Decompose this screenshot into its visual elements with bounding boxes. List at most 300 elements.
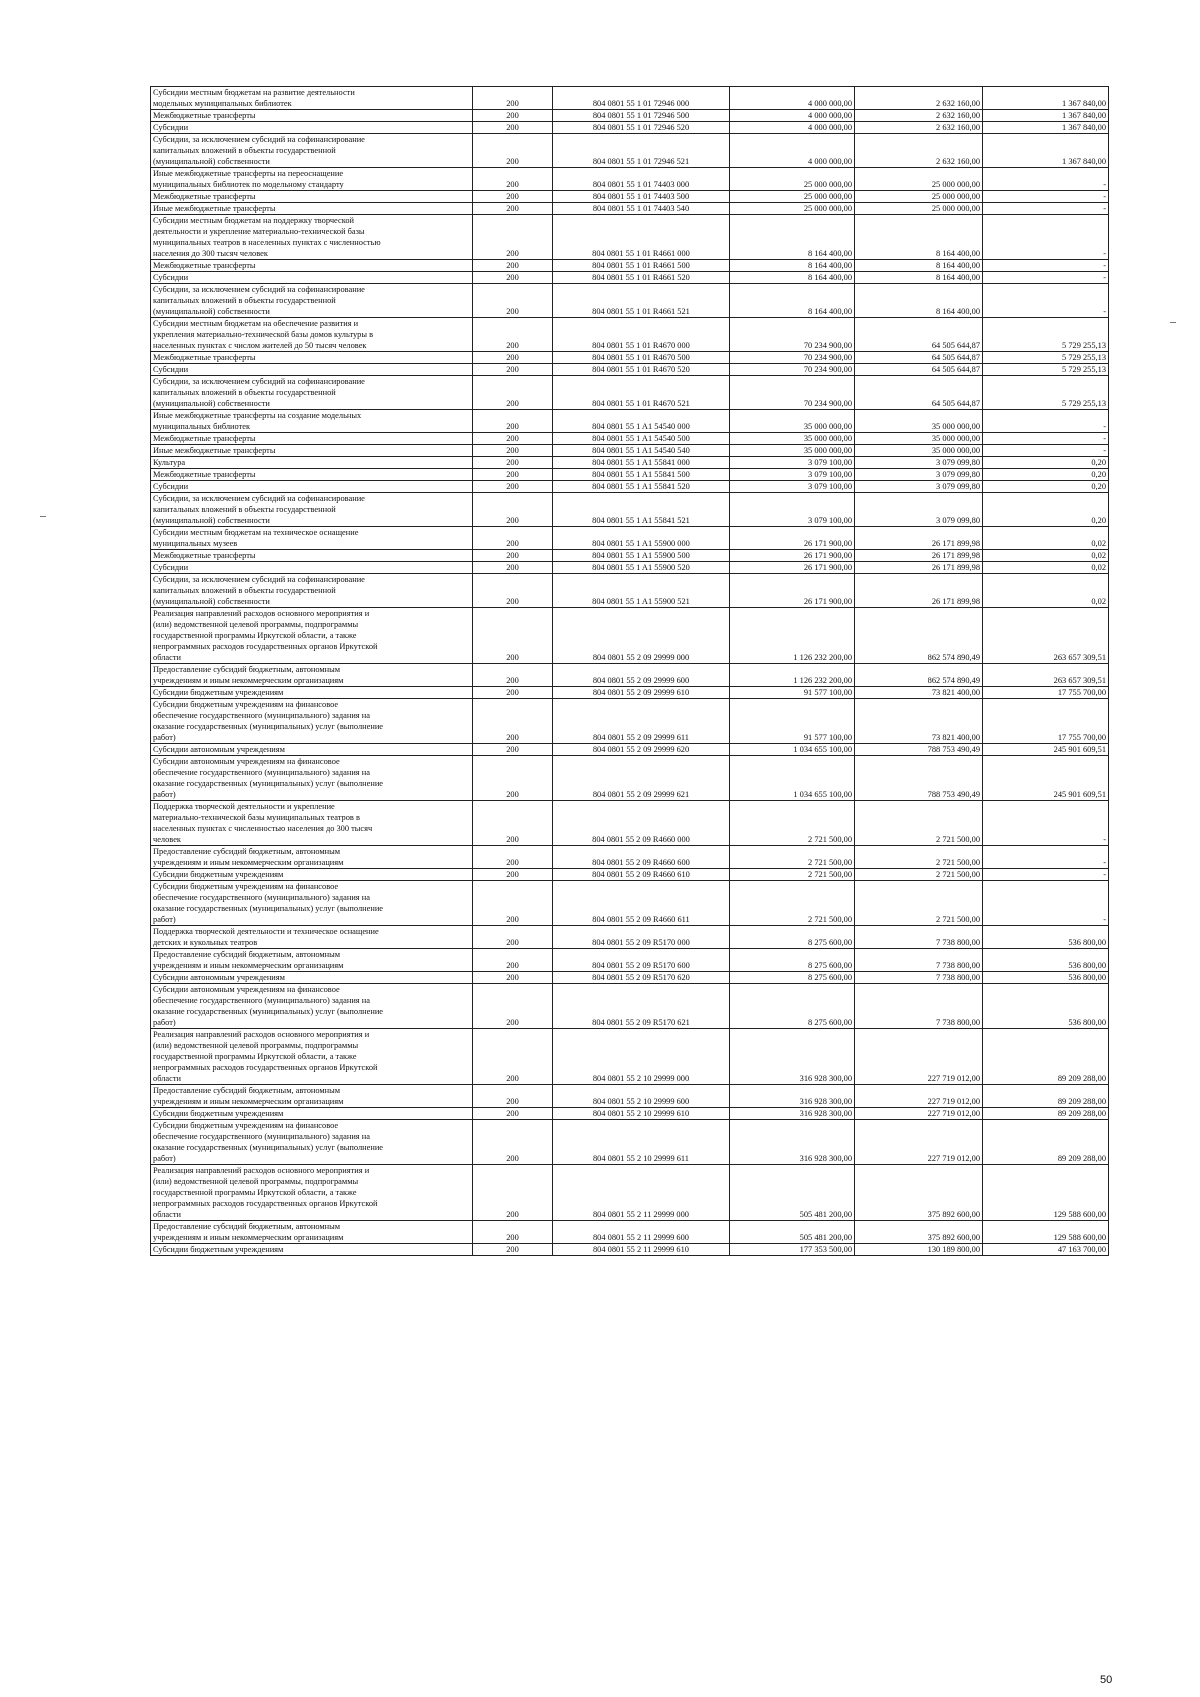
table-row	[151, 550, 1109, 562]
row-remainder-cell: 1 367 840,00	[983, 87, 1109, 110]
row-remainder-cell: -	[983, 168, 1109, 191]
table-row	[151, 1221, 1109, 1244]
row-name-cell: Предоставление субсидий бюджетным, автономным учреждениям и иным некоммерческим организациям	[151, 949, 473, 972]
row-kbk-cell: 804 0801 55 2 11 29999 000	[553, 1165, 730, 1221]
row-kbk-cell: 804 0801 55 1 01 R4670 000	[553, 318, 730, 352]
table-row	[151, 527, 1109, 550]
table-row	[151, 364, 1109, 376]
row-plan-cell: 3 079 100,00	[730, 457, 855, 469]
row-remainder-cell: 89 209 288,00	[983, 1120, 1109, 1165]
row-name-cell: Субсидии	[151, 364, 473, 376]
row-code-cell: 200	[473, 846, 553, 869]
row-code-cell: 200	[473, 122, 553, 134]
row-executed-cell: 2 721 500,00	[855, 846, 983, 869]
table-row	[151, 699, 1109, 744]
row-remainder-cell: -	[983, 203, 1109, 215]
row-plan-cell: 3 079 100,00	[730, 493, 855, 527]
row-plan-cell: 505 481 200,00	[730, 1221, 855, 1244]
row-remainder-cell: 89 209 288,00	[983, 1108, 1109, 1120]
row-kbk-cell: 804 0801 55 1 A1 54540 500	[553, 433, 730, 445]
table-row	[151, 756, 1109, 801]
row-code-cell: 200	[473, 1221, 553, 1244]
row-kbk-cell: 804 0801 55 1 A1 55841 000	[553, 457, 730, 469]
budget-execution-table	[150, 86, 1109, 1256]
row-code-cell: 200	[473, 493, 553, 527]
row-plan-cell: 316 928 300,00	[730, 1085, 855, 1108]
row-name-cell: Субсидии местным бюджетам на развитие деятельности модельных муниципальных библиотек	[151, 87, 473, 110]
row-executed-cell: 788 753 490,49	[855, 756, 983, 801]
row-plan-cell: 316 928 300,00	[730, 1029, 855, 1085]
table-row	[151, 1085, 1109, 1108]
row-executed-cell: 3 079 099,80	[855, 457, 983, 469]
row-executed-cell: 2 632 160,00	[855, 110, 983, 122]
table-row	[151, 352, 1109, 364]
row-plan-cell: 4 000 000,00	[730, 87, 855, 110]
row-executed-cell: 26 171 899,98	[855, 574, 983, 608]
row-kbk-cell: 804 0801 55 1 01 R4661 520	[553, 272, 730, 284]
table-row	[151, 110, 1109, 122]
row-name-cell: Субсидии местным бюджетам на техническое оснащение муниципальных музеев	[151, 527, 473, 550]
row-remainder-cell: -	[983, 272, 1109, 284]
row-remainder-cell: 0,02	[983, 550, 1109, 562]
row-code-cell: 200	[473, 215, 553, 260]
row-name-cell: Реализация направлений расходов основного мероприятия и (или) ведомственной целевой программы, подпрограммы государственной программы Иркутской области, а также непрограммных расходов государственных органов Иркутской области	[151, 1165, 473, 1221]
row-name-cell: Поддержка творческой деятельности и техническое оснащение детских и кукольных театров	[151, 926, 473, 949]
row-executed-cell: 7 738 800,00	[855, 949, 983, 972]
row-name-cell: Межбюджетные трансферты	[151, 469, 473, 481]
row-remainder-cell: 5 729 255,13	[983, 352, 1109, 364]
row-kbk-cell: 804 0801 55 1 A1 55841 521	[553, 493, 730, 527]
row-remainder-cell: -	[983, 445, 1109, 457]
row-executed-cell: 788 753 490,49	[855, 744, 983, 756]
row-executed-cell: 35 000 000,00	[855, 445, 983, 457]
row-kbk-cell: 804 0801 55 2 10 29999 000	[553, 1029, 730, 1085]
row-remainder-cell: 5 729 255,13	[983, 364, 1109, 376]
row-plan-cell: 8 164 400,00	[730, 272, 855, 284]
row-kbk-cell: 804 0801 55 1 A1 55841 520	[553, 481, 730, 493]
row-name-cell: Иные межбюджетные трансферты	[151, 203, 473, 215]
row-code-cell: 200	[473, 687, 553, 699]
row-code-cell: 200	[473, 352, 553, 364]
row-name-cell: Иные межбюджетные трансферты на создание модельных муниципальных библиотек	[151, 410, 473, 433]
row-remainder-cell: 5 729 255,13	[983, 318, 1109, 352]
row-code-cell: 200	[473, 168, 553, 191]
row-remainder-cell: 245 901 609,51	[983, 756, 1109, 801]
table-row	[151, 445, 1109, 457]
row-code-cell: 200	[473, 203, 553, 215]
row-kbk-cell: 804 0801 55 1 A1 55900 520	[553, 562, 730, 574]
row-remainder-cell: 129 588 600,00	[983, 1165, 1109, 1221]
row-plan-cell: 2 721 500,00	[730, 869, 855, 881]
row-code-cell: 200	[473, 191, 553, 203]
row-code-cell: 200	[473, 284, 553, 318]
row-code-cell: 200	[473, 410, 553, 433]
row-name-cell: Иные межбюджетные трансферты на переоснащение муниципальных библиотек по модельному стандарту	[151, 168, 473, 191]
row-remainder-cell: -	[983, 801, 1109, 846]
row-plan-cell: 70 234 900,00	[730, 318, 855, 352]
row-remainder-cell: -	[983, 191, 1109, 203]
row-code-cell: 200	[473, 1120, 553, 1165]
row-executed-cell: 227 719 012,00	[855, 1108, 983, 1120]
row-name-cell: Субсидии автономным учреждениям на финансовое обеспечение государственного (муниципального) задания на оказание государственных (муниципальных) услуг (выполнение работ)	[151, 756, 473, 801]
row-code-cell: 200	[473, 433, 553, 445]
row-executed-cell: 130 189 800,00	[855, 1244, 983, 1256]
row-executed-cell: 26 171 899,98	[855, 562, 983, 574]
row-code-cell: 200	[473, 457, 553, 469]
row-name-cell: Субсидии, за исключением субсидий на софинансирование капитальных вложений в объекты государственной (муниципальной) собственности	[151, 376, 473, 410]
row-executed-cell: 73 821 400,00	[855, 687, 983, 699]
table-row	[151, 664, 1109, 687]
table-row	[151, 1029, 1109, 1085]
row-plan-cell: 2 721 500,00	[730, 881, 855, 926]
row-code-cell: 200	[473, 984, 553, 1029]
row-code-cell: 200	[473, 364, 553, 376]
row-code-cell: 200	[473, 608, 553, 664]
row-executed-cell: 2 632 160,00	[855, 87, 983, 110]
row-name-cell: Субсидии местным бюджетам на обеспечение развития и укрепления материально-технической базы домов культуры в населенных пунктах с числом жителей до 50 тысяч человек	[151, 318, 473, 352]
row-executed-cell: 8 164 400,00	[855, 272, 983, 284]
row-remainder-cell: 245 901 609,51	[983, 744, 1109, 756]
row-remainder-cell: 0,20	[983, 469, 1109, 481]
row-remainder-cell: 1 367 840,00	[983, 134, 1109, 168]
row-kbk-cell: 804 0801 55 1 01 74403 540	[553, 203, 730, 215]
row-plan-cell: 70 234 900,00	[730, 364, 855, 376]
row-code-cell: 200	[473, 110, 553, 122]
row-plan-cell: 505 481 200,00	[730, 1165, 855, 1221]
row-code-cell: 200	[473, 664, 553, 687]
row-executed-cell: 8 164 400,00	[855, 284, 983, 318]
row-code-cell: 200	[473, 527, 553, 550]
row-executed-cell: 8 164 400,00	[855, 260, 983, 272]
table-row	[151, 493, 1109, 527]
row-remainder-cell: 17 755 700,00	[983, 687, 1109, 699]
row-remainder-cell: -	[983, 881, 1109, 926]
table-row	[151, 801, 1109, 846]
row-code-cell: 200	[473, 318, 553, 352]
row-code-cell: 200	[473, 550, 553, 562]
row-executed-cell: 35 000 000,00	[855, 410, 983, 433]
row-kbk-cell: 804 0801 55 1 01 R4670 500	[553, 352, 730, 364]
row-kbk-cell: 804 0801 55 1 01 R4661 500	[553, 260, 730, 272]
row-code-cell: 200	[473, 376, 553, 410]
row-name-cell: Иные межбюджетные трансферты	[151, 445, 473, 457]
row-name-cell: Субсидии бюджетным учреждениям	[151, 1244, 473, 1256]
row-executed-cell: 8 164 400,00	[855, 215, 983, 260]
row-plan-cell: 8 164 400,00	[730, 260, 855, 272]
row-remainder-cell: 129 588 600,00	[983, 1221, 1109, 1244]
row-plan-cell: 91 577 100,00	[730, 699, 855, 744]
row-name-cell: Субсидии, за исключением субсидий на софинансирование капитальных вложений в объекты государственной (муниципальной) собственности	[151, 493, 473, 527]
table-row	[151, 87, 1109, 110]
row-executed-cell: 2 721 500,00	[855, 869, 983, 881]
row-executed-cell: 2 632 160,00	[855, 122, 983, 134]
row-code-cell: 200	[473, 699, 553, 744]
table-row	[151, 433, 1109, 445]
table-row	[151, 869, 1109, 881]
row-remainder-cell: 0,20	[983, 481, 1109, 493]
row-plan-cell: 70 234 900,00	[730, 376, 855, 410]
table-row	[151, 272, 1109, 284]
row-kbk-cell: 804 0801 55 2 09 R4660 611	[553, 881, 730, 926]
row-code-cell: 200	[473, 1108, 553, 1120]
row-kbk-cell: 804 0801 55 2 09 R5170 621	[553, 984, 730, 1029]
row-remainder-cell: 536 800,00	[983, 949, 1109, 972]
row-name-cell: Субсидии, за исключением субсидий на софинансирование капитальных вложений в объекты государственной (муниципальной) собственности	[151, 284, 473, 318]
table-row	[151, 457, 1109, 469]
row-plan-cell: 2 721 500,00	[730, 801, 855, 846]
row-code-cell: 200	[473, 756, 553, 801]
row-remainder-cell: 1 367 840,00	[983, 110, 1109, 122]
table-body	[151, 87, 1109, 1256]
row-plan-cell: 1 034 655 100,00	[730, 744, 855, 756]
row-name-cell: Субсидии бюджетным учреждениям	[151, 687, 473, 699]
row-remainder-cell: 47 163 700,00	[983, 1244, 1109, 1256]
table-row	[151, 318, 1109, 352]
row-kbk-cell: 804 0801 55 1 01 R4661 521	[553, 284, 730, 318]
row-executed-cell: 862 574 890,49	[855, 608, 983, 664]
table-row	[151, 134, 1109, 168]
row-kbk-cell: 804 0801 55 1 01 R4670 521	[553, 376, 730, 410]
row-kbk-cell: 804 0801 55 1 01 72946 520	[553, 122, 730, 134]
row-name-cell: Субсидии бюджетным учреждениям на финансовое обеспечение государственного (муниципального) задания на оказание государственных (муниципальных) услуг (выполнение работ)	[151, 699, 473, 744]
row-executed-cell: 862 574 890,49	[855, 664, 983, 687]
row-name-cell: Субсидии бюджетным учреждениям на финансовое обеспечение государственного (муниципального) задания на оказание государственных (муниципальных) услуг (выполнение работ)	[151, 1120, 473, 1165]
row-name-cell: Межбюджетные трансферты	[151, 191, 473, 203]
table-row	[151, 122, 1109, 134]
row-name-cell: Межбюджетные трансферты	[151, 352, 473, 364]
table-row	[151, 469, 1109, 481]
row-plan-cell: 26 171 900,00	[730, 550, 855, 562]
row-executed-cell: 2 721 500,00	[855, 801, 983, 846]
row-code-cell: 200	[473, 869, 553, 881]
row-kbk-cell: 804 0801 55 1 01 R4670 520	[553, 364, 730, 376]
row-code-cell: 200	[473, 134, 553, 168]
row-remainder-cell: -	[983, 846, 1109, 869]
row-code-cell: 200	[473, 1029, 553, 1085]
table-row	[151, 481, 1109, 493]
row-kbk-cell: 804 0801 55 2 09 R4660 000	[553, 801, 730, 846]
row-remainder-cell: 1 367 840,00	[983, 122, 1109, 134]
row-remainder-cell: -	[983, 284, 1109, 318]
row-plan-cell: 26 171 900,00	[730, 574, 855, 608]
row-name-cell: Субсидии	[151, 562, 473, 574]
row-plan-cell: 91 577 100,00	[730, 687, 855, 699]
row-code-cell: 200	[473, 881, 553, 926]
row-remainder-cell: -	[983, 410, 1109, 433]
row-plan-cell: 8 164 400,00	[730, 284, 855, 318]
row-executed-cell: 3 079 099,80	[855, 469, 983, 481]
row-name-cell: Субсидии бюджетным учреждениям на финансовое обеспечение государственного (муниципального) задания на оказание государственных (муниципальных) услуг (выполнение работ)	[151, 881, 473, 926]
row-code-cell: 200	[473, 801, 553, 846]
row-kbk-cell: 804 0801 55 2 10 29999 600	[553, 1085, 730, 1108]
row-executed-cell: 26 171 899,98	[855, 527, 983, 550]
table-row	[151, 972, 1109, 984]
row-remainder-cell: 0,02	[983, 527, 1109, 550]
row-kbk-cell: 804 0801 55 1 A1 55900 000	[553, 527, 730, 550]
row-remainder-cell: -	[983, 215, 1109, 260]
row-name-cell: Субсидии местным бюджетам на поддержку творческой деятельности и укрепление материально-технической базы муниципальных театров в населенных пунктах с численностью населения до 300 тысяч человек	[151, 215, 473, 260]
row-code-cell: 200	[473, 481, 553, 493]
row-name-cell: Субсидии, за исключением субсидий на софинансирование капитальных вложений в объекты государственной (муниципальной) собственности	[151, 574, 473, 608]
row-executed-cell: 2 632 160,00	[855, 134, 983, 168]
table-row	[151, 881, 1109, 926]
row-remainder-cell: 263 657 309,51	[983, 664, 1109, 687]
row-kbk-cell: 804 0801 55 1 01 R4661 000	[553, 215, 730, 260]
row-plan-cell: 8 275 600,00	[730, 984, 855, 1029]
row-executed-cell: 73 821 400,00	[855, 699, 983, 744]
row-code-cell: 200	[473, 562, 553, 574]
table-row	[151, 410, 1109, 433]
table-row	[151, 949, 1109, 972]
row-remainder-cell: 0,20	[983, 457, 1109, 469]
row-kbk-cell: 804 0801 55 2 09 29999 600	[553, 664, 730, 687]
row-plan-cell: 26 171 900,00	[730, 527, 855, 550]
row-name-cell: Межбюджетные трансферты	[151, 550, 473, 562]
row-kbk-cell: 804 0801 55 1 A1 55900 521	[553, 574, 730, 608]
row-executed-cell: 64 505 644,87	[855, 376, 983, 410]
row-plan-cell: 177 353 500,00	[730, 1244, 855, 1256]
row-kbk-cell: 804 0801 55 2 11 29999 610	[553, 1244, 730, 1256]
row-plan-cell: 1 126 232 200,00	[730, 608, 855, 664]
row-code-cell: 200	[473, 87, 553, 110]
row-name-cell: Субсидии автономным учреждениям на финансовое обеспечение государственного (муниципального) задания на оказание государственных (муниципальных) услуг (выполнение работ)	[151, 984, 473, 1029]
row-name-cell: Межбюджетные трансферты	[151, 433, 473, 445]
row-plan-cell: 25 000 000,00	[730, 168, 855, 191]
row-executed-cell: 227 719 012,00	[855, 1029, 983, 1085]
row-executed-cell: 3 079 099,80	[855, 493, 983, 527]
row-executed-cell: 25 000 000,00	[855, 168, 983, 191]
row-remainder-cell: 17 755 700,00	[983, 699, 1109, 744]
row-kbk-cell: 804 0801 55 1 A1 54540 540	[553, 445, 730, 457]
row-code-cell: 200	[473, 949, 553, 972]
row-executed-cell: 64 505 644,87	[855, 318, 983, 352]
row-plan-cell: 25 000 000,00	[730, 203, 855, 215]
table-row	[151, 744, 1109, 756]
row-remainder-cell: 536 800,00	[983, 984, 1109, 1029]
table-row	[151, 608, 1109, 664]
row-kbk-cell: 804 0801 55 2 10 29999 610	[553, 1108, 730, 1120]
row-executed-cell: 375 892 600,00	[855, 1165, 983, 1221]
row-plan-cell: 2 721 500,00	[730, 846, 855, 869]
row-name-cell: Субсидии	[151, 481, 473, 493]
row-executed-cell: 25 000 000,00	[855, 203, 983, 215]
row-executed-cell: 25 000 000,00	[855, 191, 983, 203]
table-row	[151, 926, 1109, 949]
table-row	[151, 376, 1109, 410]
row-remainder-cell: -	[983, 260, 1109, 272]
table-row	[151, 284, 1109, 318]
row-plan-cell: 4 000 000,00	[730, 134, 855, 168]
row-code-cell: 200	[473, 1165, 553, 1221]
row-plan-cell: 4 000 000,00	[730, 122, 855, 134]
row-code-cell: 200	[473, 260, 553, 272]
row-plan-cell: 70 234 900,00	[730, 352, 855, 364]
row-plan-cell: 35 000 000,00	[730, 445, 855, 457]
row-executed-cell: 7 738 800,00	[855, 972, 983, 984]
row-executed-cell: 7 738 800,00	[855, 926, 983, 949]
row-plan-cell: 25 000 000,00	[730, 191, 855, 203]
row-name-cell: Культура	[151, 457, 473, 469]
row-plan-cell: 35 000 000,00	[730, 410, 855, 433]
page-number: 50	[1100, 1674, 1113, 1686]
row-plan-cell: 8 164 400,00	[730, 215, 855, 260]
row-executed-cell: 7 738 800,00	[855, 984, 983, 1029]
table-row	[151, 1108, 1109, 1120]
table-row	[151, 562, 1109, 574]
row-code-cell: 200	[473, 1085, 553, 1108]
row-name-cell: Субсидии бюджетным учреждениям	[151, 869, 473, 881]
row-name-cell: Предоставление субсидий бюджетным, автономным учреждениям и иным некоммерческим организациям	[151, 1221, 473, 1244]
row-name-cell: Реализация направлений расходов основного мероприятия и (или) ведомственной целевой программы, подпрограммы государственной программы Иркутской области, а также непрограммных расходов государственных органов Иркутской области	[151, 1029, 473, 1085]
row-name-cell: Межбюджетные трансферты	[151, 110, 473, 122]
row-executed-cell: 64 505 644,87	[855, 364, 983, 376]
row-name-cell: Поддержка творческой деятельности и укрепление материально-технической базы муниципальных театров в населенных пунктах с численностью населения до 300 тысяч человек	[151, 801, 473, 846]
row-executed-cell: 2 721 500,00	[855, 881, 983, 926]
row-kbk-cell: 804 0801 55 2 09 29999 611	[553, 699, 730, 744]
row-kbk-cell: 804 0801 55 1 01 72946 521	[553, 134, 730, 168]
row-kbk-cell: 804 0801 55 1 A1 54540 000	[553, 410, 730, 433]
row-name-cell: Предоставление субсидий бюджетным, автономным учреждениям и иным некоммерческим организациям	[151, 1085, 473, 1108]
row-executed-cell: 26 171 899,98	[855, 550, 983, 562]
row-code-cell: 200	[473, 469, 553, 481]
budget-table-sheet	[150, 86, 1108, 1256]
row-code-cell: 200	[473, 445, 553, 457]
row-remainder-cell: 89 209 288,00	[983, 1085, 1109, 1108]
row-kbk-cell: 804 0801 55 2 09 R5170 620	[553, 972, 730, 984]
row-remainder-cell: -	[983, 869, 1109, 881]
row-remainder-cell: -	[983, 433, 1109, 445]
row-name-cell: Реализация направлений расходов основного мероприятия и (или) ведомственной целевой программы, подпрограммы государственной программы Иркутской области, а также непрограммных расходов государственных органов Иркутской области	[151, 608, 473, 664]
row-kbk-cell: 804 0801 55 2 09 29999 620	[553, 744, 730, 756]
row-code-cell: 200	[473, 1244, 553, 1256]
row-remainder-cell: 89 209 288,00	[983, 1029, 1109, 1085]
row-plan-cell: 35 000 000,00	[730, 433, 855, 445]
row-name-cell: Субсидии	[151, 122, 473, 134]
row-name-cell: Предоставление субсидий бюджетным, автономным учреждениям и иным некоммерческим организациям	[151, 846, 473, 869]
row-plan-cell: 8 275 600,00	[730, 949, 855, 972]
table-row	[151, 203, 1109, 215]
scan-mark	[1170, 322, 1176, 323]
table-row	[151, 1120, 1109, 1165]
row-code-cell: 200	[473, 926, 553, 949]
table-row	[151, 168, 1109, 191]
row-kbk-cell: 804 0801 55 2 09 R4660 600	[553, 846, 730, 869]
row-kbk-cell: 804 0801 55 1 A1 55841 500	[553, 469, 730, 481]
row-kbk-cell: 804 0801 55 2 10 29999 611	[553, 1120, 730, 1165]
row-executed-cell: 375 892 600,00	[855, 1221, 983, 1244]
row-name-cell: Субсидии бюджетным учреждениям	[151, 1108, 473, 1120]
row-kbk-cell: 804 0801 55 2 11 29999 600	[553, 1221, 730, 1244]
row-name-cell: Межбюджетные трансферты	[151, 260, 473, 272]
row-executed-cell: 227 719 012,00	[855, 1085, 983, 1108]
row-plan-cell: 3 079 100,00	[730, 469, 855, 481]
row-remainder-cell: 536 800,00	[983, 926, 1109, 949]
row-kbk-cell: 804 0801 55 2 09 29999 000	[553, 608, 730, 664]
scan-mark	[40, 516, 46, 517]
row-plan-cell: 26 171 900,00	[730, 562, 855, 574]
row-kbk-cell: 804 0801 55 2 09 R5170 000	[553, 926, 730, 949]
row-name-cell: Субсидии	[151, 272, 473, 284]
row-kbk-cell: 804 0801 55 1 01 74403 500	[553, 191, 730, 203]
row-plan-cell: 1 034 655 100,00	[730, 756, 855, 801]
row-remainder-cell: 0,20	[983, 493, 1109, 527]
row-kbk-cell: 804 0801 55 1 01 72946 500	[553, 110, 730, 122]
table-row	[151, 574, 1109, 608]
row-remainder-cell: 5 729 255,13	[983, 376, 1109, 410]
row-remainder-cell: 263 657 309,51	[983, 608, 1109, 664]
row-code-cell: 200	[473, 272, 553, 284]
row-code-cell: 200	[473, 574, 553, 608]
